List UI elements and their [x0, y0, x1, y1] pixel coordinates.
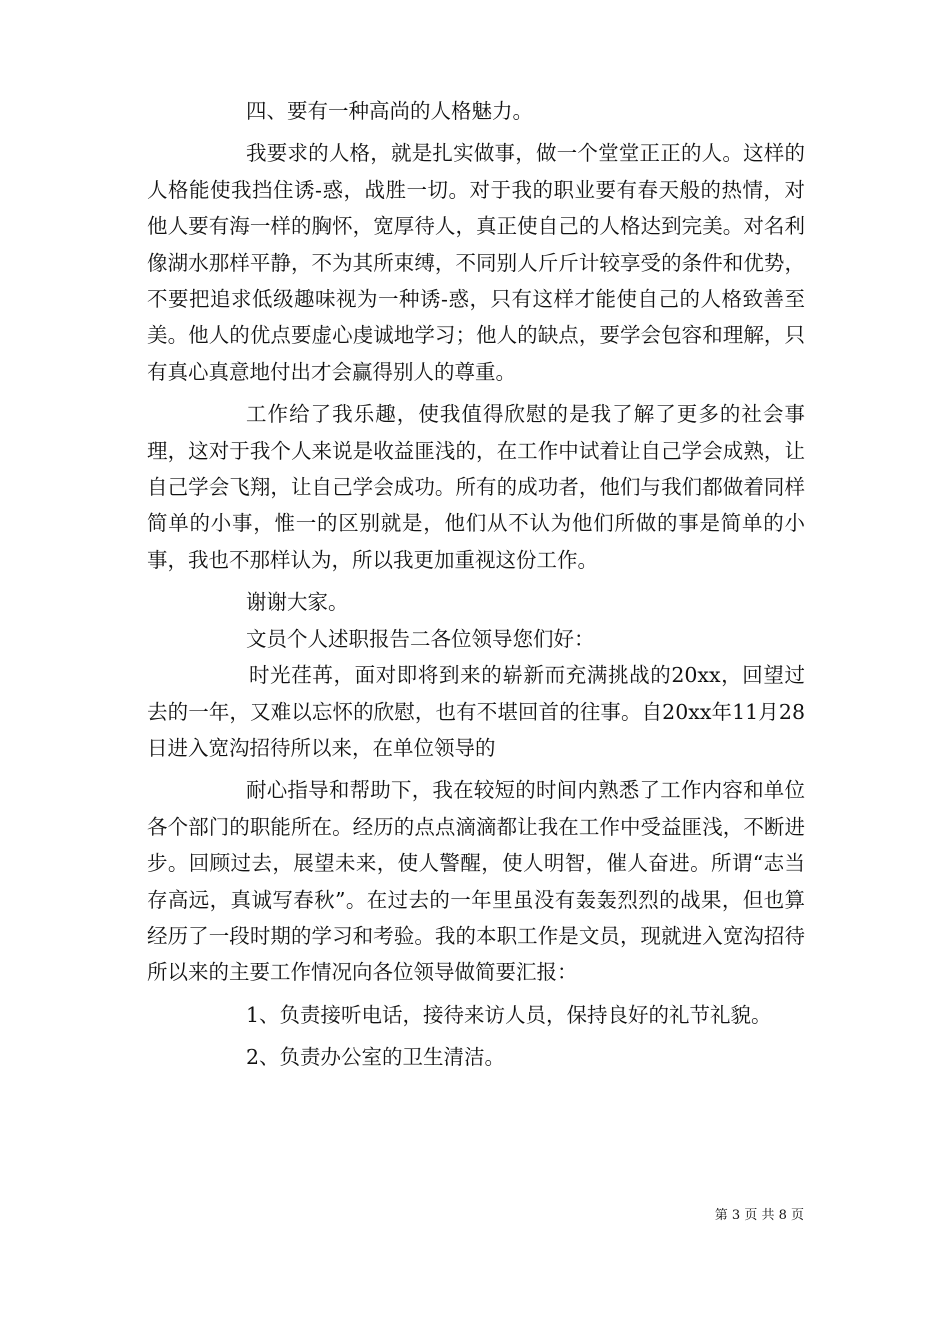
page-number: 第 3 页 共 8 页	[714, 1208, 804, 1223]
paragraph-heading-four: 四、要有一种高尚的人格魅力。	[246, 99, 533, 123]
paragraph-guidance: 耐心指导和帮助下，我在较短的时间内熟悉了工作内容和单位各个部门的职能所在。经历的点点滴滴都让我在工作中受益匪浅，不断进步。回顾过去，展望未来，使人警醒，使人明智，催人奋进。所谓“志当存高远，真诚写春秋”。在过去的一年里虽没有轰轰烈烈的战果，但也算经历了一段时期的学习和考验。我的本职工作是文员，现就进入宽沟招待所以来的主要工作情况向各位领导做简要汇报：	[147, 778, 805, 985]
list-item-duty-1: 1、负责接听电话，接待来访人员，保持良好的礼节礼貌。	[246, 1002, 772, 1027]
paragraph-time-flies: 时光荏苒，面对即将到来的崭新而充满挑战的20xx，回望过去的一年，又难以忘怀的欣慰，也有不堪回首的往事。自20xx年11月28日进入宽沟招待所以来，在单位领导的	[147, 663, 805, 760]
list-item-duty-2: 2、负责办公室的卫生清洁。	[246, 1045, 506, 1070]
paragraph-thanks: 谢谢大家。	[246, 590, 349, 615]
paragraph-personality: 我要求的人格，就是扎实做事，做一个堂堂正正的人。这样的人格能使我挡住诱-惑，战胜一切。对于我的职业要有春天般的热情，对他人要有海一样的胸怀，宽厚待人，真正使自己的人格达到完美。对名利像湖水那样平静，不为其所束缚，不同别人斤斤计较享受的条件和优势，不要把追求低级趣味视为一种诱-惑，只有这样才能使自己的人格致善至美。他人的优点要虚心虔诚地学习；他人的缺点，要学会包容和理解，只有真心真意地付出才会赢得别人的尊重。	[147, 141, 805, 384]
paragraph-work-joy: 工作给了我乐趣，使我值得欣慰的是我了解了更多的社会事理，这对于我个人来说是收益匪浅的，在工作中试着让自己学会成熟，让自己学会飞翔，让自己学会成功。所有的成功者，他们与我们都做着同样简单的小事，惟一的区别就是，他们从不认为他们所做的事是简单的小事，我也不那样认为，所以我更加重视这份工作。	[147, 402, 805, 572]
document-body	[147, 93, 805, 1076]
paragraph-report-two-title: 文员个人述职报告二各位领导您们好：	[246, 626, 595, 651]
